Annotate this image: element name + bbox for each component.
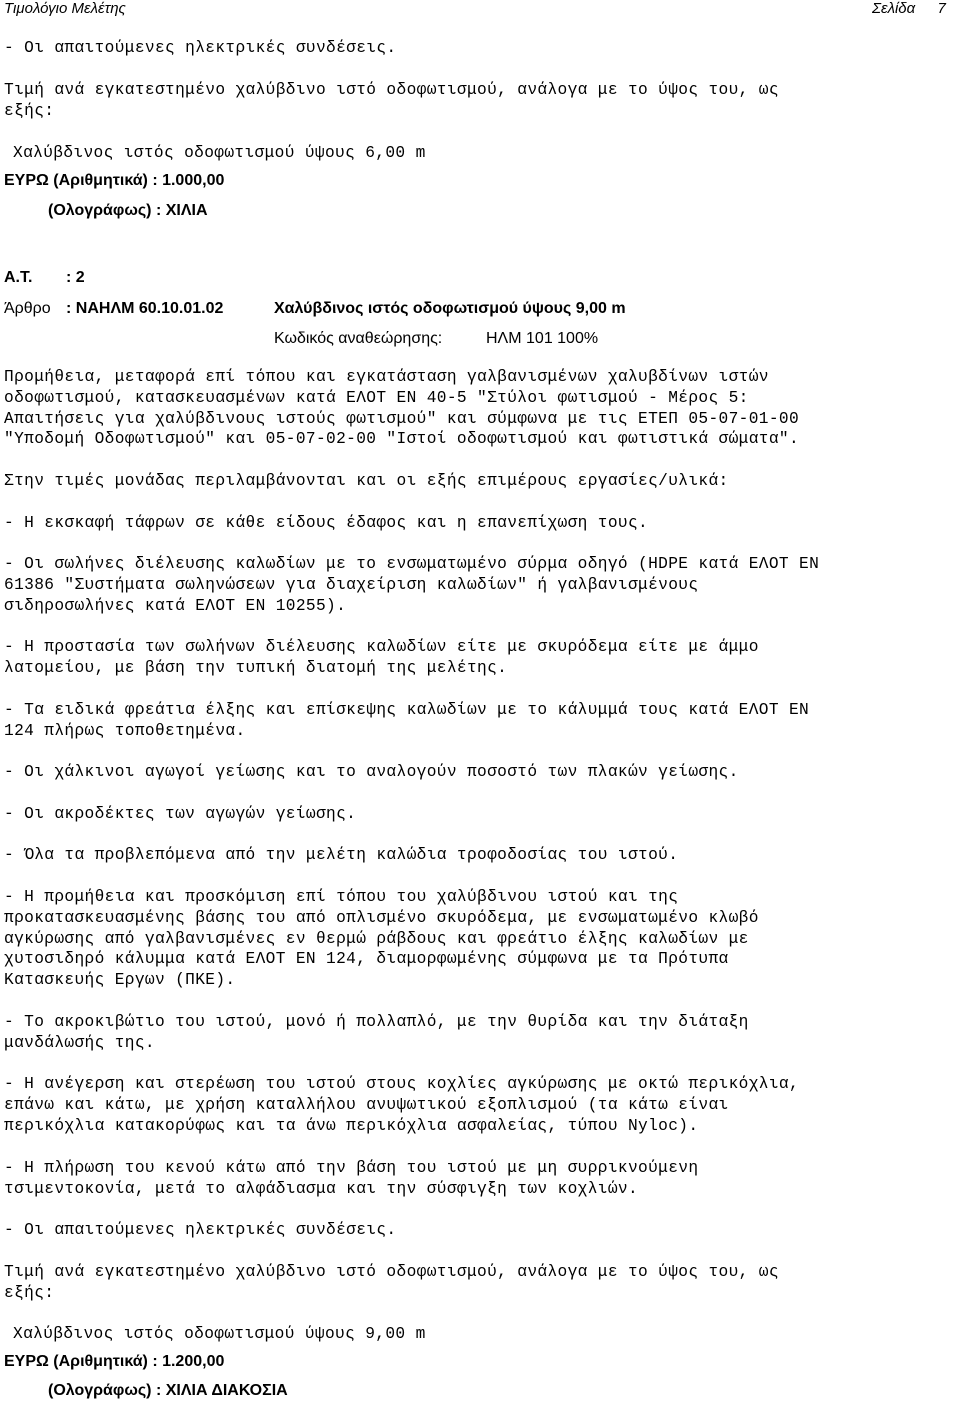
text-line: λατομείου, με βάση την τυπική διατομή της μελέτης. — [4, 658, 508, 677]
list-item — [4, 804, 356, 825]
list-item — [4, 1012, 749, 1054]
article-title: Χαλύβδινος ιστός οδοφωτισμού ύψους 9,00 m — [274, 300, 626, 317]
text-line: Κατασκευής Εργων (ΠΚΕ). — [4, 971, 236, 990]
text-line: - Η προμήθεια και προσκόμιση επί τόπου του χαλύβδινου ιστού και της — [4, 888, 679, 906]
list-item — [4, 1158, 698, 1200]
arthro-value: : ΝΑΗΛΜ 60.10.01.02 — [66, 300, 224, 317]
paragraph-included-works — [4, 471, 729, 492]
page-label: Σελίδα — [872, 0, 916, 17]
at-label: Α.Τ. — [4, 269, 33, 286]
list-item — [4, 887, 759, 991]
paragraph-price-intro — [4, 1262, 779, 1304]
text-line: - Οι σωλήνες διέλευσης καλωδίων με το ενσωματωμένο σύρμα οδηγό (HDPE κατά ΕΛΟΤ ΕΝ — [4, 555, 820, 573]
top-price-intro — [4, 80, 779, 122]
text-line: - Η ανέγερση και στερέωση του ιστού στους κοχλίες αγκύρωσης με οκτώ περικόχλια, — [4, 1075, 800, 1093]
text-line: 124 πλήρως τοποθετημένα. — [4, 721, 246, 740]
top-euro-numeric: ΕΥΡΩ (Αριθμητικά) : 1.000,00 — [4, 172, 225, 189]
text-line: μανδάλωσής της. — [4, 1033, 155, 1052]
text-line: προκατασκευασμένης βάσης του από οπλισμένο σκυρόδεμα, με ενσωματωμένο κλωβό — [4, 908, 759, 927]
text-line: οδοφωτισμού, κατασκευασμένων κατά ΕΛΟΤ ΕΝ 40-5 "Στύλοι φωτισμού - Μέρος 5: — [4, 388, 749, 407]
bottom-item-title: Χαλύβδινος ιστός οδοφωτισμού ύψους 9,00 m — [13, 1325, 426, 1343]
list-item — [4, 513, 648, 534]
text-line: σιδηροσωλήνες κατά ΕΛΟΤ ΕΝ 10255). — [4, 596, 347, 615]
text-line: τσιμεντοκονία, μετά το αλφάδιασμα και την σύσφιγξη των κοχλιών. — [4, 1179, 639, 1198]
page-header-title: Τιμολόγιο Μελέτης — [4, 0, 126, 17]
text-line: - Η προστασία των σωλήνων διέλευσης καλωδίων είτε με σκυρόδεμα είτε με άμμο — [4, 638, 759, 656]
list-item — [4, 845, 678, 866]
text-line: εξής: — [4, 1283, 55, 1302]
page-header-page-label — [872, 0, 946, 17]
text-line: Απαιτήσεις για χαλύβδινους ιστούς φωτισμού" και σύμφωνα με τις ΕΤΕΠ 05-07-01-00 — [4, 409, 800, 428]
text-line: επάνω και κάτω, με χρήση καταλλήλου ανυψωτικού εξοπλισμού (τα κάτω είναι — [4, 1095, 729, 1114]
text-line: - Οι απαιτούμενες ηλεκτρικές συνδέσεις. — [4, 1221, 397, 1239]
bottom-euro-words: (Ολογράφως) : ΧΙΛΙΑ ΔΙΑΚΟΣΙΑ — [48, 1382, 288, 1399]
text-line: - Οι ακροδέκτες των αγωγών γείωσης. — [4, 805, 357, 823]
text-line: Τιμή ανά εγκατεστημένο χαλύβδινο ιστό οδοφωτισμού, ανάλογα με το ύψος του, ως — [4, 1263, 779, 1281]
text-line: Στην τιμές μονάδας περιλαμβάνονται και οι εξής επιμέρους εργασίες/υλικά: — [4, 472, 729, 490]
text-line: 61386 "Συστήματα σωληνώσεων για διαχείριση καλωδίων" ή γαλβανισμένους — [4, 575, 699, 594]
text-line: - Όλα τα προβλεπόμενα από την μελέτη καλώδια τροφοδοσίας του ιστού. — [4, 846, 679, 864]
text-line: "Υποδομή Οδοφωτισμού" και 05-07-02-00 "Ιστοί οδοφωτισμού και φωτιστικά σώματα". — [4, 430, 800, 449]
top-connections-line: - Οι απαιτούμενες ηλεκτρικές συνδέσεις. — [4, 39, 397, 57]
list-item — [4, 700, 809, 742]
top-euro-words: (Ολογράφως) : ΧΙΛΙΑ — [48, 202, 208, 219]
revision-code-value: ΗΛΜ 101 100% — [486, 330, 599, 347]
text-line: αγκύρωσης από γαλβανισμένες εν θερμώ ράβδους και φρεάτιο έλξης καλωδίων με — [4, 929, 749, 948]
revision-code-label: Κωδικός αναθεώρησης: — [274, 330, 443, 347]
text-line: Προμήθεια, μεταφορά επί τόπου και εγκατάσταση γαλβανισμένων χαλυβδίνων ιστών — [4, 368, 769, 386]
list-item — [4, 637, 759, 679]
text-line: περικόχλια κατακορύφως και τα άνω περικόχλια ασφαλείας, τύπου Nyloc). — [4, 1116, 699, 1135]
text-line: - Η εκσκαφή τάφρων σε κάθε είδους έδαφος και η επανεπίχωση τους. — [4, 514, 649, 532]
text-line: - Τα ειδικά φρεάτια έλξης και επίσκεψης καλωδίων με το κάλυμμά τους κατά ΕΛΟΤ ΕΝ — [4, 701, 810, 719]
text-line: - Η πλήρωση του κενού κάτω από την βάση του ιστού με μη συρρικνούμενη — [4, 1159, 699, 1177]
list-item — [4, 1074, 799, 1136]
text-line: Τιμή ανά εγκατεστημένο χαλύβδινο ιστό οδοφωτισμού, ανάλογα με το ύψος του, ως — [4, 81, 779, 99]
text-line: χυτοσιδηρό κάλυμμα κατά ΕΛΟΤ ΕΝ 124, διαμορφωμένης σύμφωνα με τα Πρότυπα — [4, 950, 729, 969]
page-number: 7 — [937, 0, 946, 17]
text-line: - Το ακροκιβώτιο του ιστού, μονό ή πολλαπλό, με την θυρίδα και την διάταξη — [4, 1013, 749, 1031]
paragraph-description — [4, 367, 799, 450]
text-line: - Οι χάλκινοι αγωγοί γείωσης και το αναλογούν ποσοστό των πλακών γείωσης. — [4, 763, 739, 781]
top-item-title: Χαλύβδινος ιστός οδοφωτισμού ύψους 6,00 m — [13, 144, 426, 162]
list-item — [4, 762, 739, 783]
bottom-euro-numeric: ΕΥΡΩ (Αριθμητικά) : 1.200,00 — [4, 1353, 225, 1370]
at-value: : 2 — [66, 269, 85, 286]
text-line: εξής: — [4, 101, 55, 120]
list-item — [4, 1220, 397, 1241]
arthro-label: Άρθρο — [4, 300, 51, 317]
list-item — [4, 554, 819, 616]
